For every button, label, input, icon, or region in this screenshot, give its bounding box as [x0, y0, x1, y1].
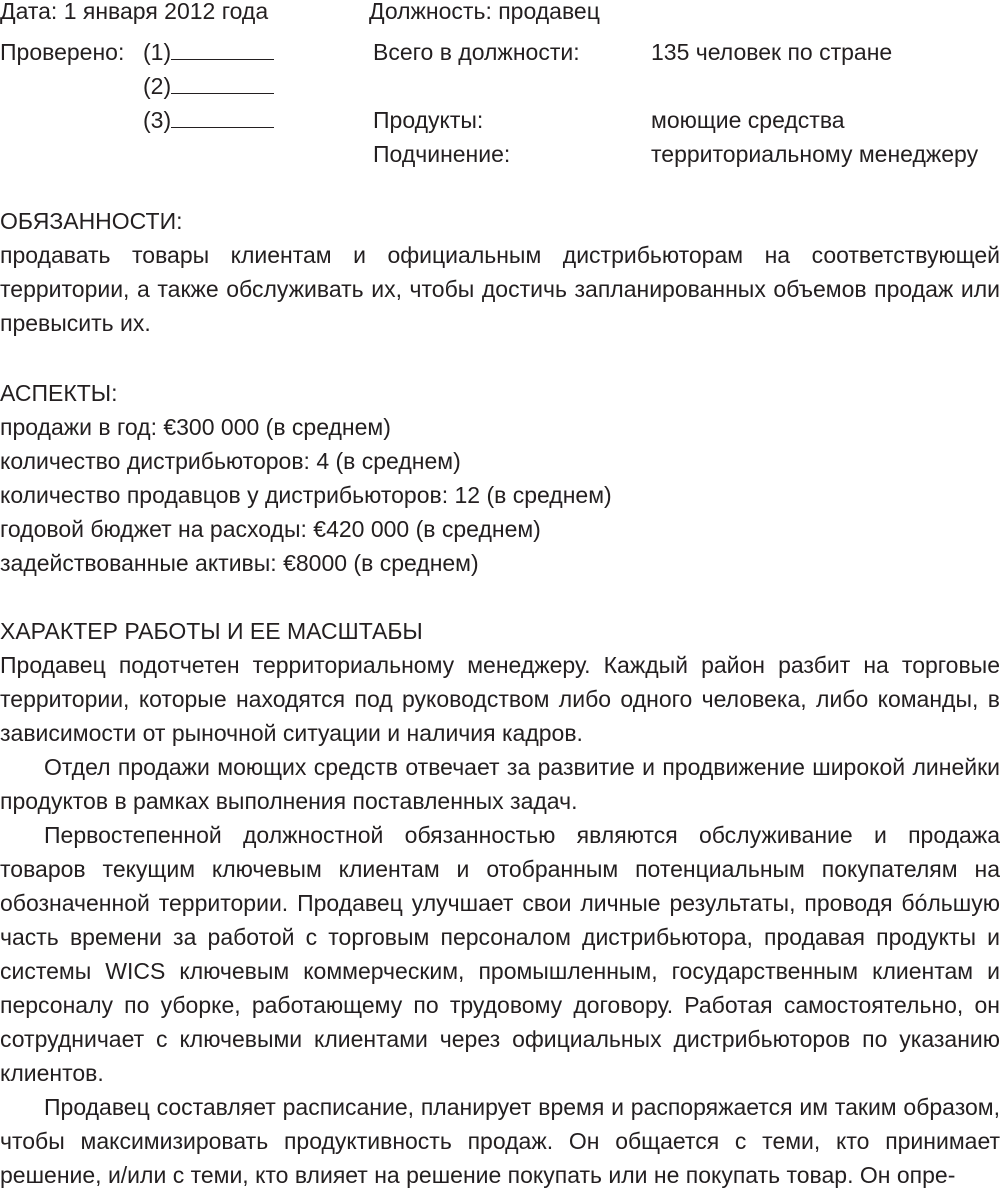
aspect-item: количество продавцов у дистрибьюторов: 12 (в среднем) — [0, 482, 612, 508]
check-line-1: (1) — [143, 35, 274, 69]
position-line: Должность: продавец — [369, 0, 600, 24]
aspect-item: продажи в год: €300 000 (в среднем) — [0, 414, 391, 440]
aspects-section — [0, 376, 1000, 580]
nature-paragraph-4: Продавец составляет расписание, планирует время и распоряжается им таким образом, чтобы максимизировать продуктивность продаж. Он общается с теми, кто принимает решение, и/или с теми, кто влияет на решение покупать или не покупать товар. Он опре- — [0, 1094, 1000, 1188]
signature-blank — [171, 107, 274, 128]
aspect-item: годовой бюджет на расходы: €420 000 (в среднем) — [0, 516, 541, 542]
total-value: 135 человек по стране — [651, 39, 893, 65]
subordination-value: территориальному менеджеру — [651, 141, 979, 167]
check-line-2: (2) — [143, 69, 274, 103]
aspects-heading: АСПЕКТЫ: — [0, 380, 118, 406]
duties-text: продавать товары клиентам и официальным дистрибьюторам на соответствующей территории, а также обслуживать их, чтобы достичь запланированных объемов продаж или превысить их. — [0, 242, 1000, 336]
duties-section — [0, 204, 1000, 340]
subordination-label: Подчинение: — [373, 141, 511, 167]
nature-heading: ХАРАКТЕР РАБОТЫ И ЕЕ МАСШТАБЫ — [0, 618, 423, 644]
total-label: Всего в должности: — [373, 39, 580, 65]
signature-blank — [171, 39, 274, 60]
date-line: Дата: 1 января 2012 года — [0, 0, 269, 24]
check-line-3: (3) — [143, 103, 274, 137]
aspect-item: количество дистрибьюторов: 4 (в среднем) — [0, 448, 461, 474]
duties-heading: ОБЯЗАННОСТИ: — [0, 208, 183, 234]
checked-label: Проверено: — [0, 39, 125, 65]
products-label: Продукты: — [373, 107, 484, 133]
products-value: моющие средства — [651, 107, 845, 133]
nature-paragraph-3: Первостепенной должностной обязанностью являются обслуживание и продажа товаров текущим ключевым клиентам и отобранным потенциальным покупателям на обозначенной территории. Продавец улучшает свои личные результаты, проводя бóльшую часть времени за работой с торговым персоналом дистрибьютора, продавая продукты и системы WICS ключевым коммерческим, промышленным, государственным клиентам и персоналу по уборке, работающему по трудовому договору. Работая самостоятельно, он сотрудничает с ключевыми клиентами через официальных дистрибьюторов по указанию клиентов. — [0, 822, 1000, 1086]
aspect-item: задействованные активы: €8000 (в среднем) — [0, 550, 479, 576]
nature-paragraph-2: Отдел продажи моющих средств отвечает за развитие и продвижение широкой линейки продуктов в рамках выполнения поставленных задач. — [0, 754, 1000, 814]
nature-section — [0, 614, 1000, 1192]
signature-blank — [171, 73, 274, 94]
nature-paragraph-1: Продавец подотчетен территориальному менеджеру. Каждый район разбит на торговые территории, которые находятся под руководством либо одного человека, либо команды, в зависимости от рыночной ситуации и наличия кадров. — [0, 652, 1000, 746]
